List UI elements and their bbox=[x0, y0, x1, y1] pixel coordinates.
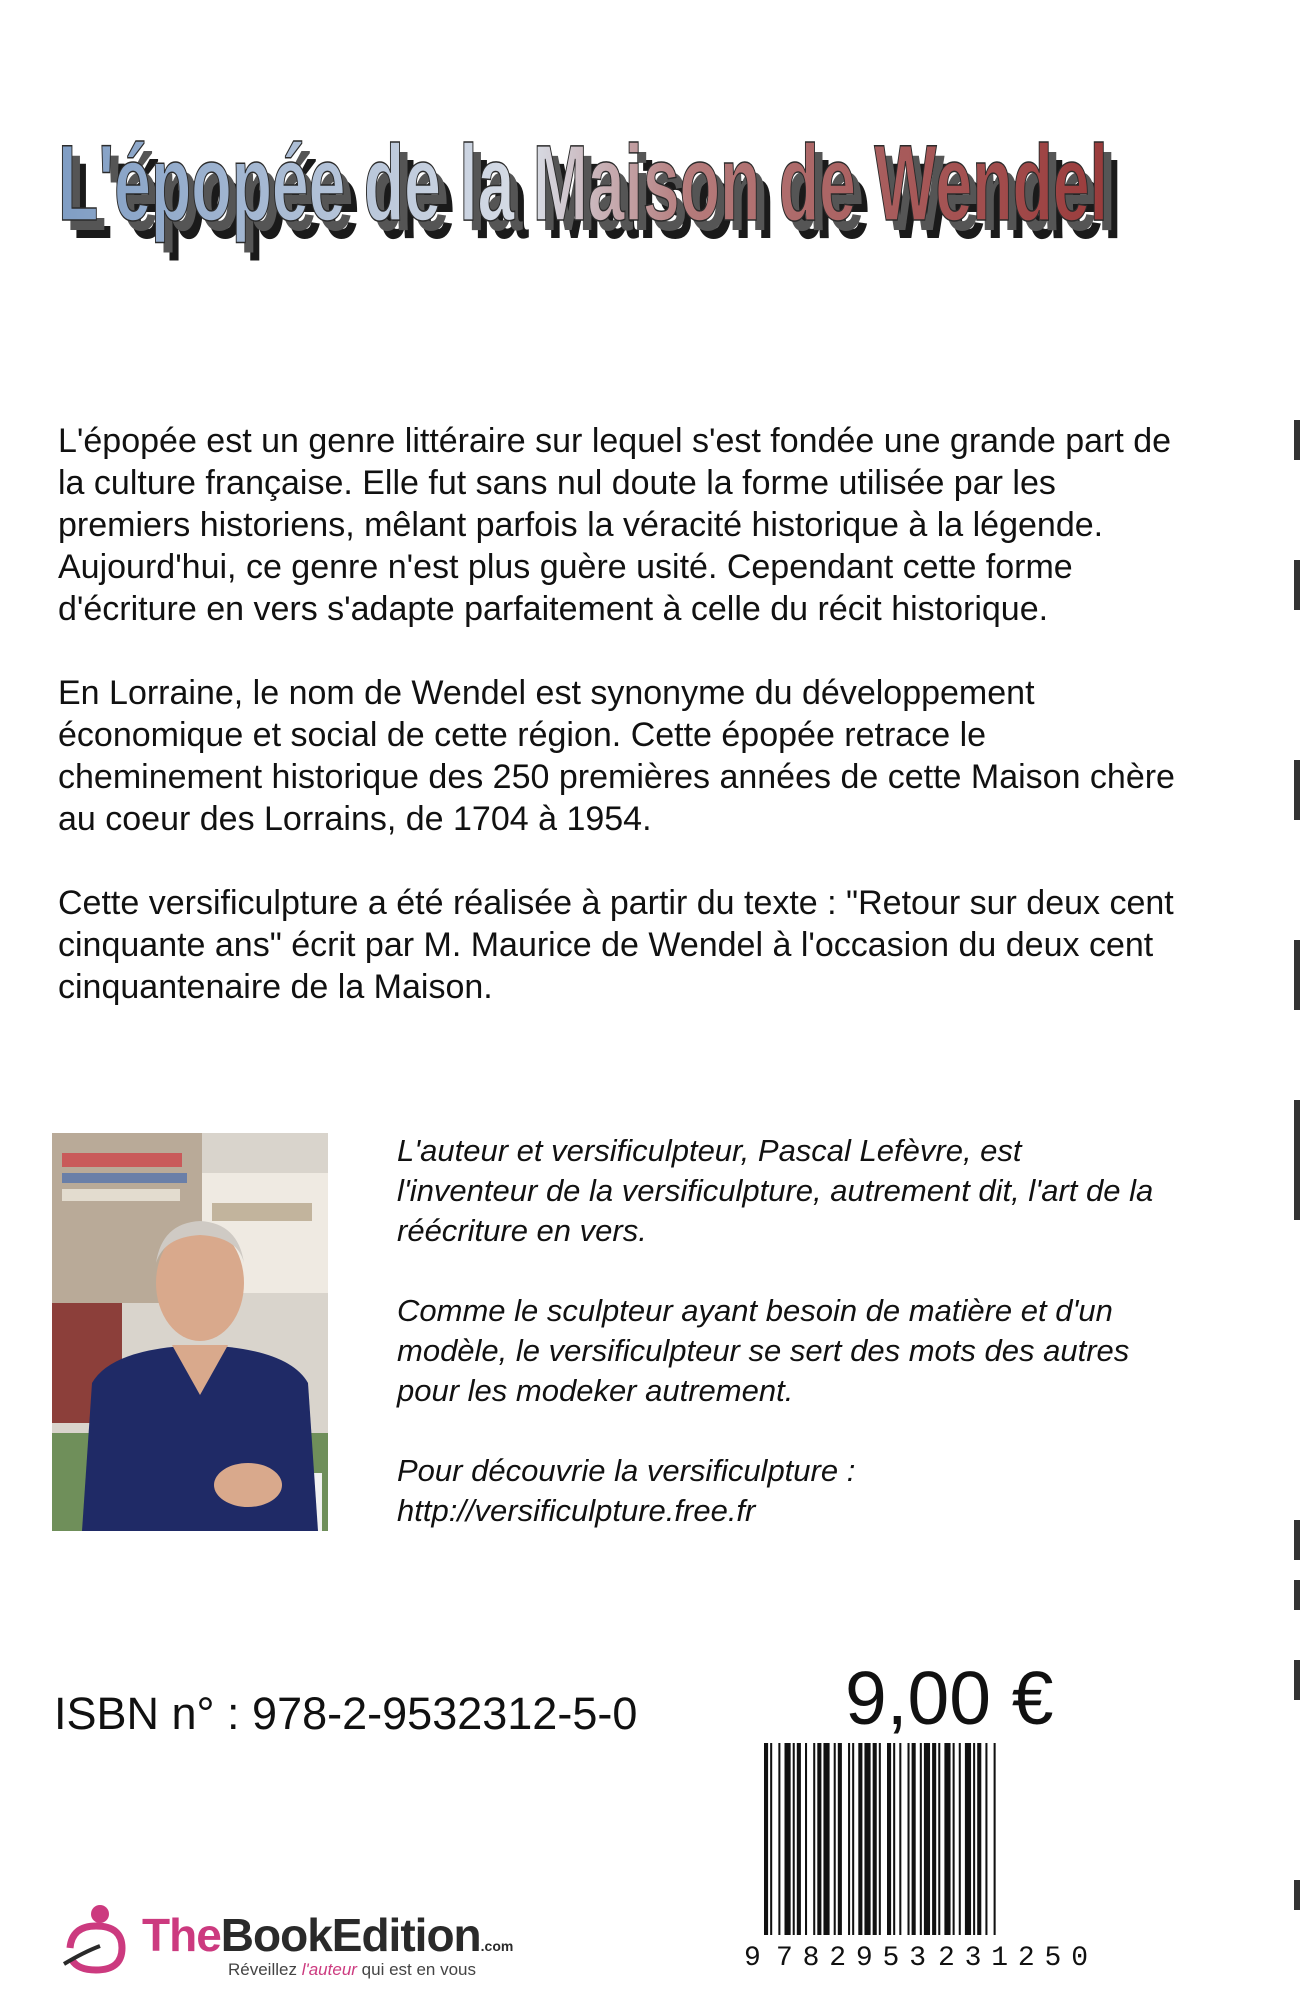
publisher-tagline bbox=[228, 1960, 476, 1980]
isbn-number: ISBN n° : 978-2-9532312-5-0 bbox=[54, 1688, 638, 1739]
barcode-bar bbox=[823, 1743, 829, 1939]
spine-edge-mark bbox=[1294, 760, 1300, 820]
book-title bbox=[58, 100, 1148, 290]
barcode-bar bbox=[965, 1743, 971, 1939]
spine-edge-mark bbox=[1294, 420, 1300, 460]
barcode-bars bbox=[764, 1743, 996, 1955]
discover-label: Pour découvrie la versificulpture : bbox=[397, 1453, 856, 1488]
publisher-domain-suffix: .com bbox=[480, 1938, 514, 1954]
spine-edge-mark bbox=[1294, 560, 1300, 610]
barcode-bar bbox=[887, 1743, 891, 1939]
author-paragraph-2: Comme le sculpteur ayant besoin de matière et d'un modèle, le versificulpteur se sert des mots des autres pour les modeker autrement. bbox=[397, 1293, 1130, 1408]
barcode-bar bbox=[908, 1743, 910, 1939]
author-paragraph-1: L'auteur et versificulpteur, Pascal Lefèvre, est l'inventeur de la versificulpture, autrement dit, l'art de la réécriture en vers. bbox=[397, 1133, 1154, 1248]
barcode-bar bbox=[817, 1743, 821, 1939]
barcode-bar bbox=[813, 1743, 815, 1939]
author-paragraph-3 bbox=[397, 1451, 1157, 1531]
tagline-end: qui est en vous bbox=[356, 1960, 477, 1979]
barcode-bar bbox=[805, 1743, 807, 1939]
spine-edge-mark bbox=[1294, 1580, 1300, 1610]
spine-edge-mark bbox=[1294, 1880, 1300, 1910]
barcode-bar bbox=[838, 1743, 842, 1939]
barcode-bar bbox=[848, 1743, 850, 1939]
intro-paragraph-2: En Lorraine, le nom de Wendel est synonyme du développement économique et social de cette région. Cette épopée retrace le cheminement historique des 250 premières années de cette Maison chère au coeur des Lorrains, de 1704 à 1954. bbox=[58, 674, 1175, 838]
barcode-bar bbox=[858, 1743, 862, 1939]
barcode-bar bbox=[985, 1743, 987, 1939]
spine-edge-mark bbox=[1294, 940, 1300, 1010]
intro-paragraph-3: Cette versificulpture a été réalisée à partir du texte : "Retour sur deux cent cinquante ans" écrit par M. Maurice de Wendel à l'occasion du deux cent cinquantenaire de la Maison. bbox=[58, 884, 1174, 1006]
barcode-bar bbox=[924, 1743, 930, 1939]
title-text: L'épopée de la Maison de Wendel bbox=[58, 122, 1108, 243]
author-section bbox=[397, 1131, 1157, 1571]
barcode-bar bbox=[920, 1743, 922, 1939]
spine-edge-mark bbox=[1294, 1100, 1300, 1220]
publisher-name bbox=[142, 1908, 513, 1962]
barcode-bar bbox=[879, 1743, 881, 1955]
barcode-digits-first: 9 bbox=[744, 1943, 761, 1973]
barcode bbox=[738, 1743, 1108, 1973]
barcode-bar bbox=[959, 1743, 961, 1939]
barcode-bar bbox=[977, 1743, 981, 1939]
spine-edge-mark bbox=[1294, 1660, 1300, 1700]
publisher-logo[interactable] bbox=[60, 1900, 580, 1980]
publisher-person-icon bbox=[60, 1902, 132, 1974]
barcode-bar bbox=[973, 1743, 975, 1939]
book-price: 9,00 € bbox=[845, 1656, 1054, 1740]
tagline-highlight: l'auteur bbox=[301, 1960, 357, 1979]
author-photo bbox=[52, 1133, 328, 1531]
tagline-start: Réveillez bbox=[228, 1960, 302, 1979]
barcode-bar bbox=[770, 1743, 772, 1955]
barcode-bar bbox=[834, 1743, 836, 1939]
barcode-graphic bbox=[738, 1743, 1108, 1973]
title-shadow: L'épopée de la Maison de Wendel bbox=[72, 140, 1122, 261]
barcode-bar bbox=[778, 1743, 780, 1939]
barcode-bar bbox=[764, 1743, 768, 1955]
barcode-bar bbox=[932, 1743, 936, 1939]
barcode-bar bbox=[797, 1743, 801, 1939]
barcode-bar bbox=[785, 1743, 791, 1939]
barcode-bar bbox=[912, 1743, 916, 1939]
barcode-bar bbox=[994, 1743, 996, 1955]
spine-edge-mark bbox=[1294, 1520, 1300, 1560]
barcode-bar bbox=[893, 1743, 895, 1939]
title-depth: L'épopée de la Maison de Wendel bbox=[66, 132, 1116, 253]
intro-section bbox=[58, 420, 1178, 1050]
barcode-bar bbox=[873, 1743, 877, 1939]
publisher-name-the: The bbox=[142, 1909, 221, 1961]
publisher-name-bookedition: BookEdition bbox=[220, 1909, 481, 1961]
website-link[interactable]: http://versificulpture.free.fr bbox=[397, 1493, 756, 1528]
barcode-bar bbox=[938, 1743, 940, 1939]
barcode-bar bbox=[864, 1743, 870, 1939]
barcode-bar bbox=[953, 1743, 955, 1939]
barcode-bar bbox=[793, 1743, 795, 1939]
barcode-digits-right: 231250 bbox=[938, 1943, 1088, 1973]
barcode-bar bbox=[944, 1743, 950, 1939]
barcode-digits-left: 782953 bbox=[776, 1943, 926, 1973]
barcode-bar bbox=[852, 1743, 854, 1939]
barcode-bar bbox=[899, 1743, 901, 1939]
intro-paragraph-1: L'épopée est un genre littéraire sur lequel s'est fondée une grande part de la culture française. Elle fut sans nul doute la forme utilisée par les premiers historiens, mêlant parfois la véracité historique à la légende. Aujourd'hui, ce genre n'est plus guère usité. Cependant cette forme d'écriture en vers s'adapte parfaitement à celle du récit historique. bbox=[58, 422, 1172, 628]
